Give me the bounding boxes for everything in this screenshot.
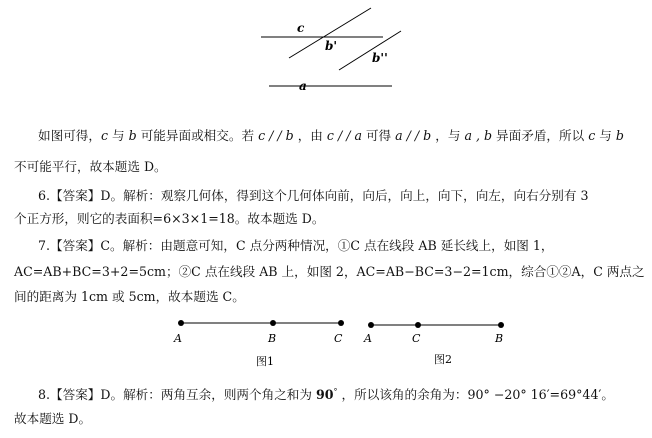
q8-line-1 bbox=[38, 387, 614, 403]
label-b-fig2: B bbox=[495, 332, 504, 345]
expr-c-parallel-b: c / / b bbox=[258, 128, 294, 143]
ninety-value: 90 bbox=[316, 387, 334, 402]
paragraph-line-2: 不可能平行，故本题选 D。 bbox=[14, 159, 167, 174]
q8-line-2: 故本题选 D。 bbox=[14, 411, 92, 426]
parallel-lines-figure bbox=[255, 0, 405, 96]
label-b-prime: b' bbox=[325, 39, 338, 53]
q6-line-1: 6.【答案】D。解析：观察几何体，得到这个几何体向前，向后，向上，向下，向左，向右分别有 3 bbox=[38, 188, 589, 203]
expr-a-parallel-b: a / / b bbox=[395, 128, 432, 143]
var-b: b bbox=[128, 128, 137, 143]
label-a-fig2: A bbox=[364, 332, 372, 345]
caption-fig1: 图1 bbox=[256, 355, 274, 368]
label-b-fig1: B bbox=[268, 332, 277, 345]
text-segment: ，所以该角的余角为：90° −20° 16′=69°44′。 bbox=[337, 387, 614, 402]
var-c: c bbox=[588, 128, 596, 143]
q7-line-2: AC=AB+BC=3+2=5cm；②C 点在线段 AB 上，如图 2，AC=AB−BC=3−2=1cm，综合①②A，C 两点之 bbox=[14, 264, 645, 279]
q7-line-3: 间的距离为 1cm 或 5cm，故本题选 C。 bbox=[14, 289, 245, 304]
q7-line-1: 7.【答案】C。解析：由题意可知，C 点分两种情况，①C 点在线段 AB 延长线上，如图 1， bbox=[38, 238, 554, 253]
caption-fig2: 图2 bbox=[434, 353, 452, 366]
degree-symbol: ° bbox=[333, 386, 338, 396]
point-a-fig1 bbox=[178, 320, 184, 326]
text-segment: 异面矛盾，所以 bbox=[492, 128, 589, 143]
label-c: c bbox=[297, 21, 305, 35]
label-c-fig1: C bbox=[334, 332, 343, 345]
point-c-fig1 bbox=[338, 320, 344, 326]
segment-figures bbox=[168, 318, 518, 370]
text-segment: 与 bbox=[108, 128, 129, 143]
var-c: c bbox=[100, 128, 109, 143]
point-a-fig2 bbox=[368, 322, 374, 328]
figure-1 bbox=[173, 320, 344, 368]
text-segment: ，由 bbox=[293, 128, 327, 143]
expr-c-parallel-a: c / / a bbox=[326, 128, 362, 143]
text-segment: 可得 bbox=[361, 128, 396, 143]
figure-2 bbox=[363, 322, 504, 366]
q6-line-2: 个正方形，则它的表面积=6×3×1=18。故本题选 D。 bbox=[14, 211, 325, 226]
label-a: a bbox=[299, 79, 307, 93]
paragraph-line-1 bbox=[38, 128, 624, 144]
point-b-fig1 bbox=[270, 320, 276, 326]
text-segment: ，与 bbox=[431, 128, 465, 143]
point-b-fig2 bbox=[498, 322, 504, 328]
point-c-fig2 bbox=[415, 322, 421, 328]
label-a-fig1: A bbox=[174, 332, 182, 345]
label-b-double-prime: b'' bbox=[372, 51, 388, 65]
text-segment: 8.【答案】D。解析：两角互余，则两个角之和为 bbox=[38, 387, 316, 402]
label-c-fig2: C bbox=[412, 332, 421, 345]
var-b: b bbox=[615, 128, 624, 143]
expr-a-b: a , b bbox=[464, 128, 493, 143]
text-segment: 与 bbox=[595, 128, 616, 143]
text-segment: 如图可得， bbox=[38, 128, 101, 143]
text-segment: 可能异面或相交。若 bbox=[136, 128, 259, 143]
